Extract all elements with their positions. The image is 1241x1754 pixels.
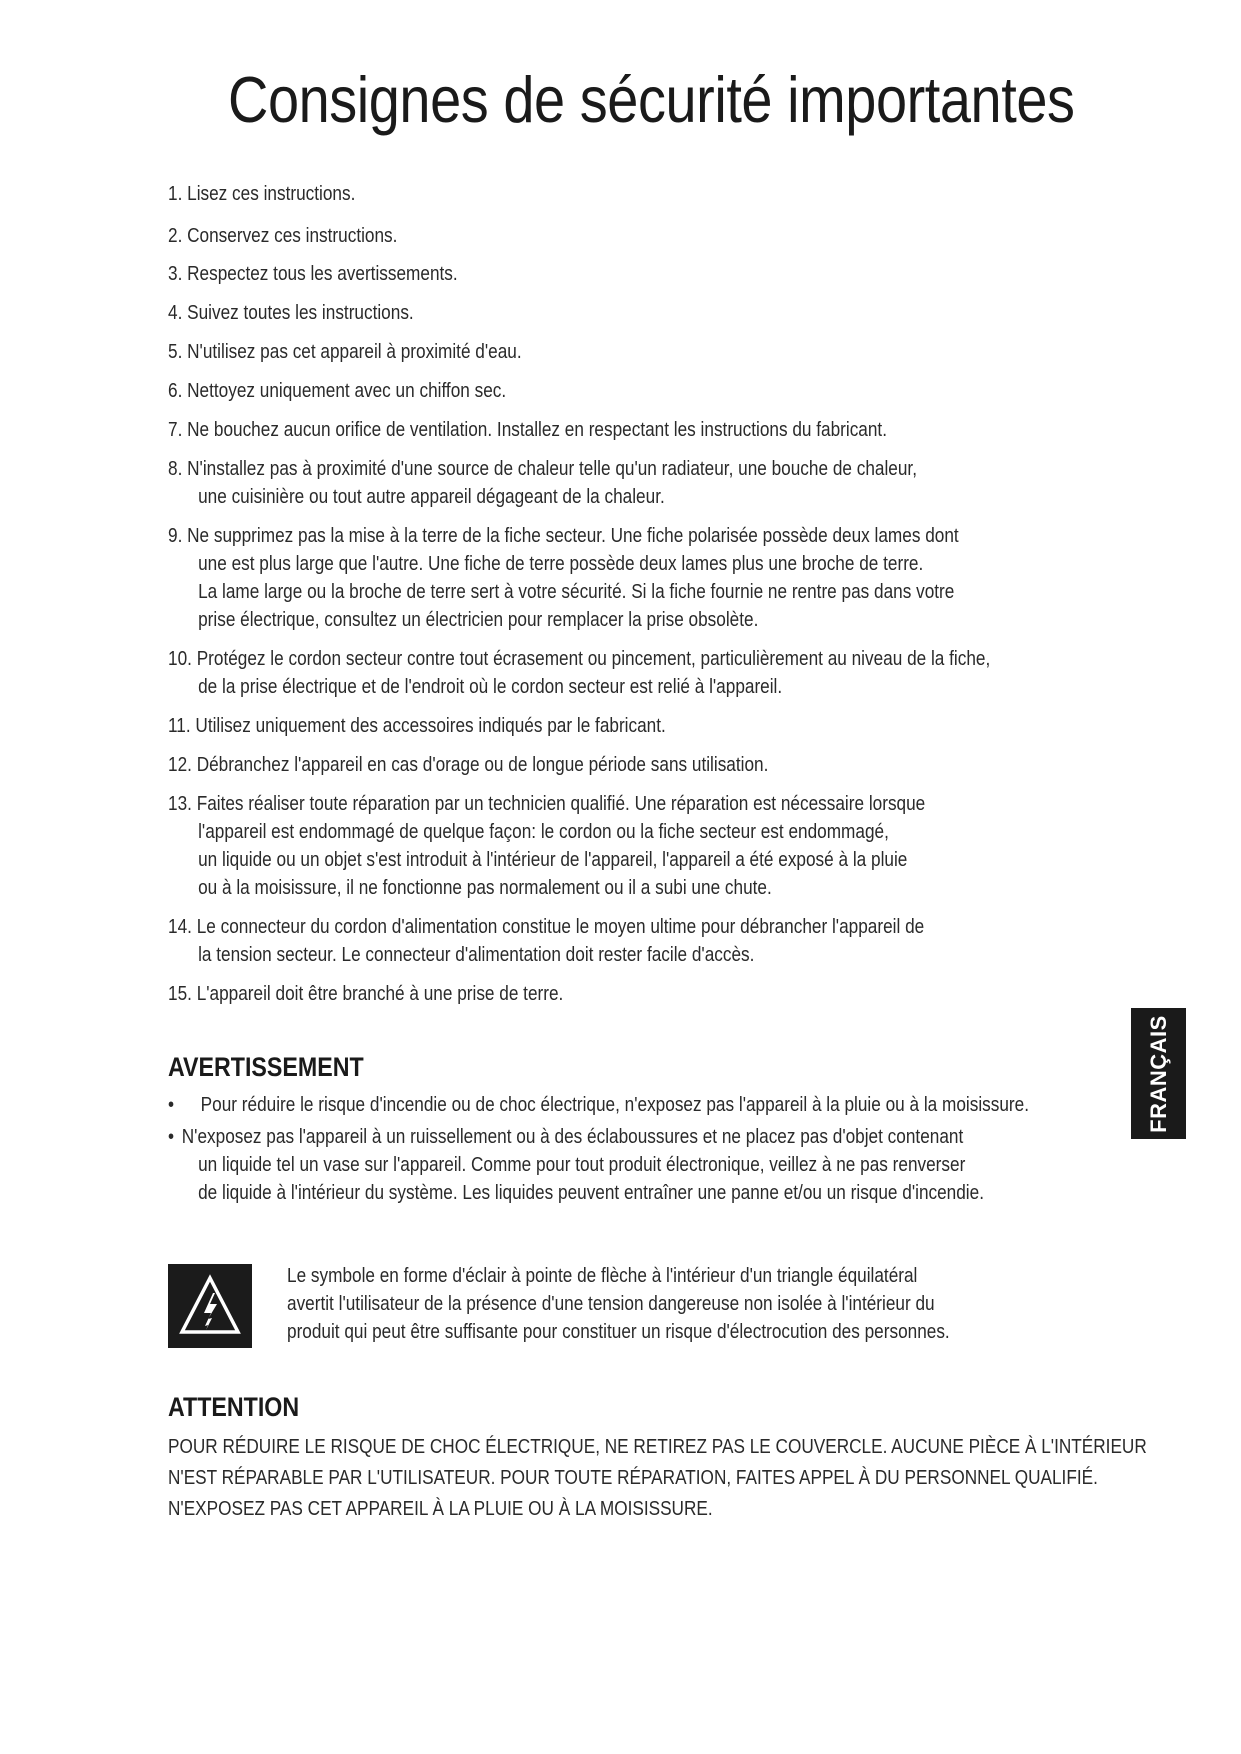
list-item-text: 1. Lisez ces instructions. <box>168 183 356 205</box>
list-item-text: l'appareil est endommagé de quelque façon: le cordon ou la fiche secteur est endommagé, <box>198 821 889 843</box>
page-title: Consignes de sécurité importantes <box>228 63 1075 136</box>
list-item-text: prise électrique, consultez un électricien pour remplacer la prise obsolète. <box>198 609 759 631</box>
list-item <box>168 913 1124 969</box>
list-item-text: une cuisinière ou tout autre appareil dégageant de la chaleur. <box>198 486 665 508</box>
list-item <box>168 377 1124 405</box>
warning-bullet-2-text: de liquide à l'intérieur du système. Les liquides peuvent entraîner une panne et/ou un risque d'incendie. <box>198 1182 984 1204</box>
list-item-text: 10. Protégez le cordon secteur contre tout écrasement ou pincement, particulièrement au niveau de la fiche, <box>168 648 991 670</box>
list-item <box>168 522 1124 634</box>
warning-bullet-1 <box>168 1091 1029 1119</box>
list-item-text: 9. Ne supprimez pas la mise à la terre de la fiche secteur. Une fiche polarisée possède deux lames dont <box>168 525 959 547</box>
symbol-description-line: Le symbole en forme d'éclair à pointe de flèche à l'intérieur d'un triangle équilatéral <box>287 1265 918 1287</box>
warning-bullet-2-text: un liquide tel un vase sur l'appareil. Comme pour tout produit électronique, veillez à ne pas renverser <box>198 1154 966 1176</box>
warning-bullet-1-text: Pour réduire le risque d'incendie ou de choc électrique, n'exposez pas l'appareil à la pluie ou à la moisissure. <box>200 1094 1029 1116</box>
warning-bullet-2 <box>168 1123 1029 1151</box>
warning-bullet-2-text: N'exposez pas l'appareil à un ruissellement ou à des éclaboussures et ne placez pas d'objet contenant <box>181 1126 964 1148</box>
list-item <box>168 712 1124 740</box>
list-item-text: ou à la moisissure, il ne fonctionne pas normalement ou il a subi une chute. <box>198 877 772 899</box>
list-item-text: 13. Faites réaliser toute réparation par un technicien qualifié. Une réparation est nécessaire lorsque <box>168 793 926 815</box>
symbol-description-line: produit qui peut être suffisante pour constituer un risque d'électrocution des personnes. <box>287 1321 950 1343</box>
list-item-text: de la prise électrique et de l'endroit où le cordon secteur est relié à l'appareil. <box>198 676 783 698</box>
safety-instructions-list <box>168 180 1124 1008</box>
list-item <box>168 645 1124 701</box>
symbol-description <box>287 1262 1058 1346</box>
list-item-text: un liquide ou un objet s'est introduit à l'intérieur de l'appareil, l'appareil a été exposé à la pluie <box>198 849 908 871</box>
list-item <box>168 338 1124 366</box>
warning-list <box>168 1091 1169 1207</box>
list-item-text: 2. Conservez ces instructions. <box>168 225 398 247</box>
language-tab-label: FRANÇAIS <box>1145 1014 1171 1133</box>
warning-heading: AVERTISSEMENT <box>168 1052 364 1082</box>
bullet-icon: • <box>168 1094 175 1116</box>
list-item <box>168 751 1124 779</box>
list-item-text: 5. N'utilisez pas cet appareil à proximité d'eau. <box>168 341 522 363</box>
list-item-text: 12. Débranchez l'appareil en cas d'orage ou de longue période sans utilisation. <box>168 754 769 776</box>
attention-line: N'EST RÉPARABLE PAR L'UTILISATEUR. POUR TOUTE RÉPARATION, FAITES APPEL À DU PERSONNEL QUALIFIÉ. <box>168 1467 1098 1489</box>
list-item <box>168 790 1124 902</box>
list-item <box>168 416 1124 444</box>
list-item-text: 4. Suivez toutes les instructions. <box>168 302 414 324</box>
list-item-text: 11. Utilisez uniquement des accessoires indiqués par le fabricant. <box>168 715 666 737</box>
list-item-text: 15. L'appareil doit être branché à une prise de terre. <box>168 983 564 1005</box>
list-item-text: 7. Ne bouchez aucun orifice de ventilation. Installez en respectant les instructions du fabricant. <box>168 419 888 441</box>
list-item-text: 6. Nettoyez uniquement avec un chiffon sec. <box>168 380 507 402</box>
list-item-text: 14. Le connecteur du cordon d'alimentation constitue le moyen ultime pour débrancher l'appareil de <box>168 916 925 938</box>
list-item-text: la tension secteur. Le connecteur d'alimentation doit rester facile d'accès. <box>198 944 755 966</box>
symbol-description-line: avertit l'utilisateur de la présence d'une tension dangereuse non isolée à l'intérieur du <box>287 1293 935 1315</box>
list-item <box>168 1123 1169 1207</box>
list-item-text: 3. Respectez tous les avertissements. <box>168 263 458 285</box>
attention-line: POUR RÉDUIRE LE RISQUE DE CHOC ÉLECTRIQUE, NE RETIREZ PAS LE COUVERCLE. AUCUNE PIÈCE À L'INTÉRIEUR <box>168 1436 1147 1458</box>
attention-heading: ATTENTION <box>168 1392 300 1422</box>
list-item <box>168 222 1124 250</box>
list-item <box>168 260 1124 288</box>
attention-text <box>168 1432 1241 1525</box>
list-item <box>168 455 1124 511</box>
lightning-triangle-icon <box>168 1264 252 1348</box>
list-item-text: 8. N'installez pas à proximité d'une source de chaleur telle qu'un radiateur, une bouche de chaleur, <box>168 458 917 480</box>
list-item-text: La lame large ou la broche de terre sert à votre sécurité. Si la fiche fournie ne rentre pas dans votre <box>198 581 955 603</box>
list-item <box>168 180 1124 208</box>
bullet-icon: • <box>168 1126 175 1148</box>
list-item <box>168 1091 1169 1119</box>
list-item <box>168 299 1124 327</box>
list-item-text: une est plus large que l'autre. Une fiche de terre possède deux lames plus une broche de terre. <box>198 553 924 575</box>
attention-line: N'EXPOSEZ PAS CET APPAREIL À LA PLUIE OU À LA MOISISSURE. <box>168 1498 713 1520</box>
list-item <box>168 980 1124 1008</box>
